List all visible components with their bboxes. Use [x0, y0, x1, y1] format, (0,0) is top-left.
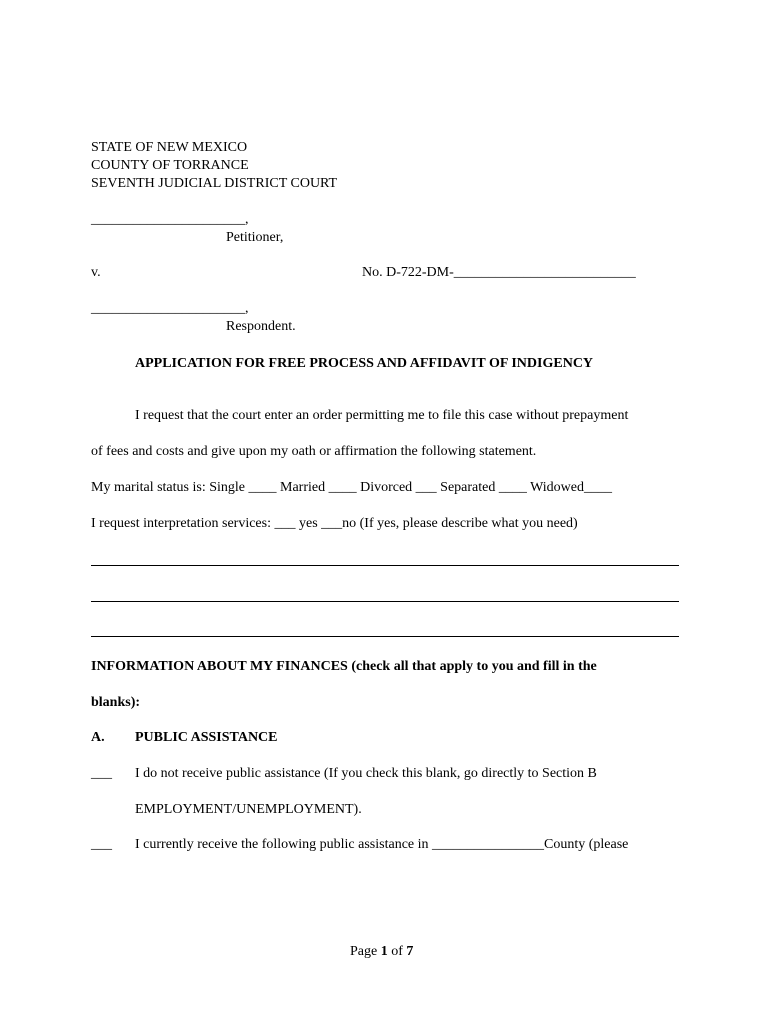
- description-line-3[interactable]: [91, 636, 679, 637]
- no-assistance-line-1: I do not receive public assistance (If you check this blank, go directly to Section B: [135, 766, 597, 781]
- court-line: SEVENTH JUDICIAL DISTRICT COURT: [91, 176, 338, 191]
- no-assistance-checkbox-blank[interactable]: ___: [91, 766, 112, 781]
- page-word: Page: [350, 944, 378, 959]
- respondent-label: Respondent.: [226, 319, 296, 334]
- no-assistance-line-2: EMPLOYMENT/UNEMPLOYMENT).: [135, 802, 362, 817]
- document-title: APPLICATION FOR FREE PROCESS AND AFFIDAVIT OF INDIGENCY: [135, 356, 594, 371]
- finances-heading-line-1: INFORMATION ABOUT MY FINANCES (check all that apply to you and fill in the: [91, 659, 597, 674]
- petitioner-blank[interactable]: ______________________,: [91, 212, 249, 227]
- of-word: of: [391, 944, 403, 959]
- receive-assistance-line-1[interactable]: I currently receive the following public assistance in ________________County (please: [135, 837, 629, 852]
- page-footer: [350, 943, 413, 961]
- finances-heading-line-2: blanks):: [91, 695, 141, 710]
- request-line-1: I request that the court enter an order permitting me to file this case without prepayment: [135, 408, 629, 423]
- section-a-title: PUBLIC ASSISTANCE: [135, 730, 278, 745]
- page-current: 1: [380, 944, 388, 959]
- versus-label: v.: [91, 265, 101, 280]
- section-a-letter: A.: [91, 730, 105, 745]
- interpretation-line[interactable]: I request interpretation services: ___ yes ___no (If yes, please describe what you need): [91, 516, 578, 531]
- request-line-2: of fees and costs and give upon my oath or affirmation the following statement.: [91, 444, 537, 459]
- description-line-2[interactable]: [91, 601, 679, 602]
- marital-status-line[interactable]: My marital status is: Single ____ Married ____ Divorced ___ Separated ____ Widowed____: [91, 480, 612, 495]
- receive-assistance-checkbox-blank[interactable]: ___: [91, 837, 112, 852]
- state-line: STATE OF NEW MEXICO: [91, 140, 248, 155]
- respondent-blank[interactable]: ______________________,: [91, 301, 249, 316]
- county-line: COUNTY OF TORRANCE: [91, 158, 249, 173]
- petitioner-label: Petitioner,: [226, 230, 284, 245]
- case-number[interactable]: No. D-722-DM-__________________________: [362, 265, 636, 280]
- description-line-1[interactable]: [91, 565, 679, 566]
- page-total: 7: [406, 944, 414, 959]
